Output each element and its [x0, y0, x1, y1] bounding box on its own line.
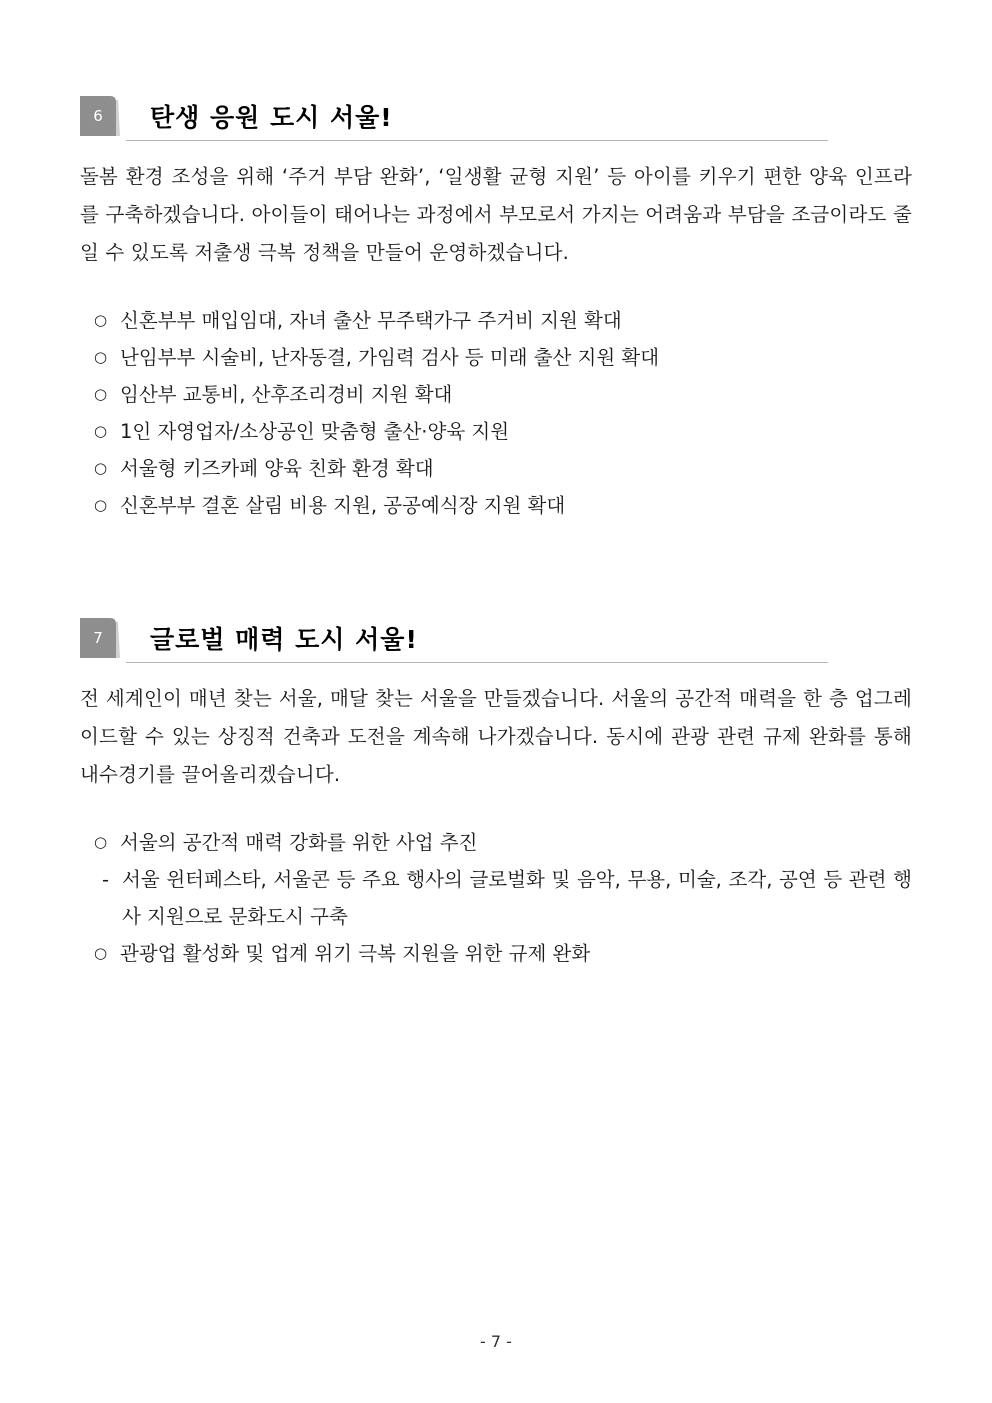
list-item-text: 신혼부부 매입임대, 자녀 출산 무주택가구 주거비 지원 확대 [120, 309, 622, 332]
sub-list-item-text: 서울 윈터페스타, 서울콘 등 주요 행사의 글로벌화 및 음악, 무용, 미술, 조각, 공연 등 관련 행사 지원으로 문화도시 구축 [122, 868, 913, 928]
section-paragraph: 돌봄 환경 조성을 위해 ‘주거 부담 완화’, ‘일생활 균형 지원’ 등 아이를 키우기 편한 양육 인프라를 구축하겠습니다. 아이들이 태어나는 과정에서 부모로서 가지는 어려움과 부담을 조금이라도 줄일 수 있도록 저출생 극복 정책을 만들어 운영하겠습니다. [80, 165, 912, 264]
list-item-text: 신혼부부 결혼 살림 비용 지원, 공공예식장 지원 확대 [120, 494, 566, 517]
sub-list-item [80, 861, 912, 935]
section-header [80, 96, 912, 148]
page-number: - 7 - [480, 1332, 512, 1351]
list-item [80, 935, 912, 972]
section-divider [126, 140, 828, 141]
section-paragraph: 전 세계인이 매년 찾는 서울, 매달 찾는 서울을 만들겠습니다. 서울의 공간적 매력을 한 층 업그레이드할 수 있는 상징적 건축과 도전을 계속해 나가겠습니다. 동시에 관광 관련 규제 완화를 통해 내수경기를 끌어올리겠습니다. [80, 687, 912, 786]
circle-bullet-icon: ○ [94, 311, 108, 329]
list-item [80, 339, 912, 376]
list-item [80, 376, 912, 413]
section-number-badge [80, 618, 122, 660]
circle-bullet-icon: ○ [94, 422, 108, 440]
circle-bullet-icon: ○ [94, 385, 108, 403]
section-title: 글로벌 매력 도시 서울! [150, 625, 418, 654]
circle-bullet-icon: ○ [94, 833, 108, 851]
circle-bullet-icon: ○ [94, 496, 108, 514]
list-item [80, 487, 912, 524]
circle-bullet-icon: ○ [94, 459, 108, 477]
section-6 [80, 96, 912, 524]
list-item-text: 1인 자영업자/소상공인 맞춤형 출산·양육 지원 [120, 420, 510, 443]
section-number: 7 [93, 629, 103, 647]
list-item-text: 난임부부 시술비, 난자동결, 가임력 검사 등 미래 출산 지원 확대 [120, 346, 660, 369]
list-item-text: 임산부 교통비, 산후조리경비 지원 확대 [120, 383, 453, 406]
list-item-text: 서울형 키즈카페 양육 친화 환경 확대 [120, 457, 434, 480]
section-number-badge [80, 96, 122, 138]
bullet-list [80, 824, 912, 972]
bullet-list [80, 302, 912, 524]
section-divider [126, 662, 828, 663]
section-header [80, 618, 912, 670]
list-item [80, 302, 912, 339]
dash-bullet-icon: - [102, 868, 110, 891]
list-item [80, 413, 912, 450]
list-item [80, 450, 912, 487]
section-title: 탄생 응원 도시 서울! [150, 103, 393, 132]
section-number: 6 [93, 107, 103, 125]
circle-bullet-icon: ○ [94, 944, 108, 962]
list-item [80, 824, 912, 861]
list-item-text: 서울의 공간적 매력 강화를 위한 사업 추진 [120, 831, 478, 854]
list-item-text: 관광업 활성화 및 업계 위기 극복 지원을 위한 규제 완화 [120, 942, 591, 965]
section-7 [80, 618, 912, 972]
circle-bullet-icon: ○ [94, 348, 108, 366]
